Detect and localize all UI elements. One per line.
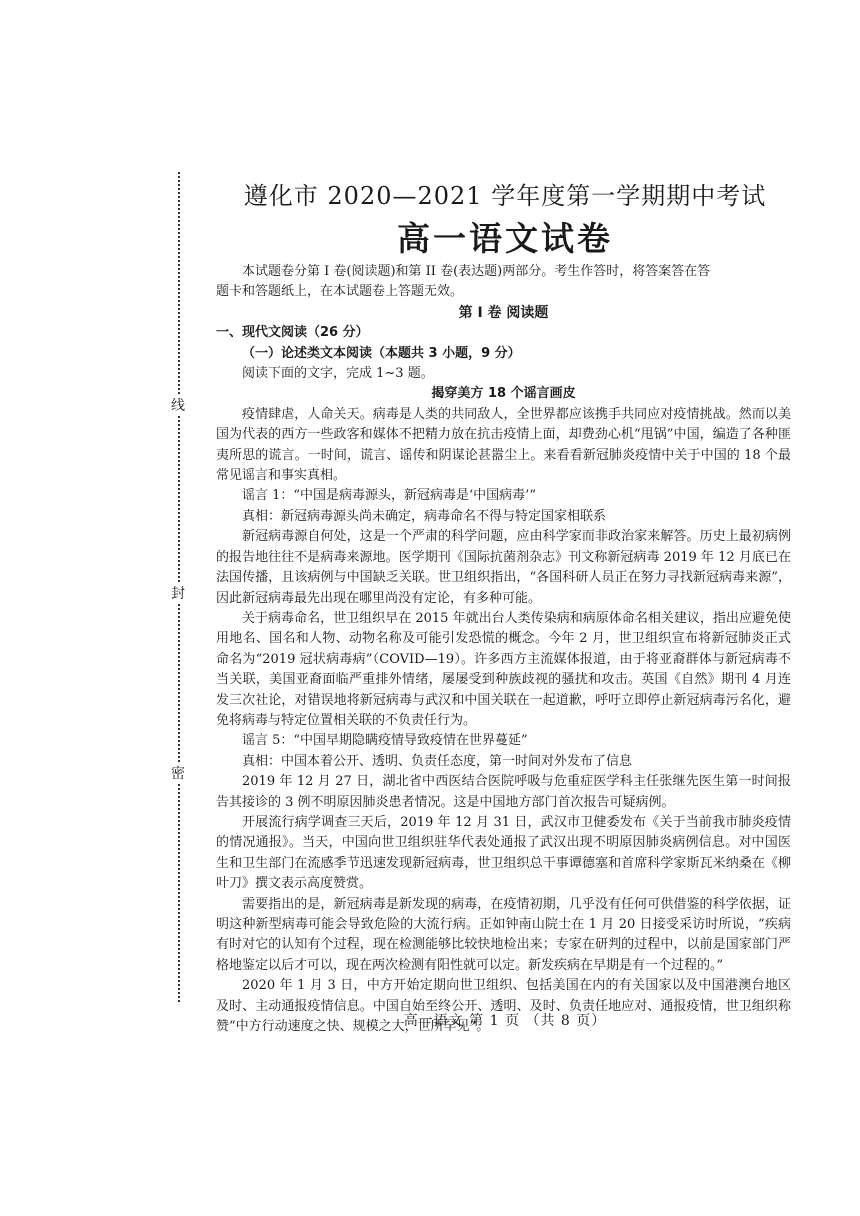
article-paragraph: 2020 年 1 月 3 日，中方开始定期向世卫组织、包括美国在内的有关国家以及中国港澳台地区及时、主动通报疫情信息。中国自始至终公开、透明、及时、负责任地应对、通报疫情，世卫组织称赞“中方行动速度之快、规模之大，世所罕见”。 <box>216 978 791 1035</box>
binding-char-xian: 线 <box>168 396 188 416</box>
instructions-line-1: 本试题卷分第 I 卷(阅读题)和第 II 卷(表达题)两部分。考生作答时，将答案答在答 <box>242 264 711 279</box>
subsection-title: （一）论述类文本阅读（本题共 3 小题，9 分） <box>242 345 521 361</box>
article-paragraph: 开展流行病学调查三天后，2019 年 12 月 31 日，武汉市卫健委发布《关于当前我市肺炎疫情的情况通报》。当天，中国向世卫组织驻华代表处通报了武汉出现不明原因肺炎病例信息。对中国医生和卫生部门在流感季节迅速发现新冠病毒，世卫组织总干事谭德塞和首席科学家斯瓦米纳桑在《柳叶刀》撰文表示高度赞赏。 <box>216 814 791 892</box>
page-footer: 高一语文 第 1 页 （共 8 页） <box>403 1013 607 1029</box>
rumor-heading: 谣言 1：“中国是病毒源头，新冠病毒是‘中国病毒’” <box>242 488 536 504</box>
truth-heading: 真相：中国本着公开、透明、负责任态度，第一时间对外发布了信息 <box>242 753 633 769</box>
binding-char-mi: 密 <box>168 764 188 784</box>
article-paragraph: 需要指出的是，新冠病毒是新发现的病毒，在疫情初期，几乎没有任何可供借鉴的科学依据，证明这种新型病毒可能会导致危险的大流行病。正如钟南山院士在 1 月 20 日接受采访时所说，“疾病有时对它的认知有个过程，现在检测能够比较快地检出来；专家在研判的过程中，以前是国家部门严格地鉴定以后才可以，现在两次检测有阳性就可以定。新发疾病在早期是有一个过程的。” <box>216 896 791 973</box>
exam-title: 遵化市 2020—2021 学年度第一学期期中考试 <box>243 182 767 210</box>
binding-char-feng: 封 <box>168 584 188 604</box>
article-paragraph: 疫情肆虐，人命关天。病毒是人类的共同敌人，全世界都应该携手共同应对疫情挑战。然而以美国为代表的西方一些政客和媒体不把精力放在抗击疫情上面，却费劲心机“甩锅”中国，编造了各种匪夷所思的谎言。一时间，谎言、谣传和阴谋论甚嚣尘上。来看看新冠肺炎疫情中关于中国的 18 个最常见谣言和事实真相。 <box>216 406 791 484</box>
rumor-heading: 谣言 5：“中国早期隐瞒疫情导致疫情在世界蔓延” <box>242 733 528 749</box>
article-paragraph: 新冠病毒源自何处，这是一个严肃的科学问题，应由科学家而非政治家来解答。历史上最初病例的报告地往往不是病毒来源地。医学期刊《国际抗菌剂杂志》刊文称新冠病毒 2019 年 12 月底已在法国传播，且该病例与中国缺乏关联。世卫组织指出，“各国科研人员正在努力寻找新冠病毒来源”，因此新冠病毒最先出现在哪里尚没有定论，有多种可能。 <box>216 529 791 606</box>
part-title: 第 I 卷 阅读题 <box>458 304 549 321</box>
article-paragraph: 2019 年 12 月 27 日，湖北省中西医结合医院呼吸与危重症医学科主任张继先医生第一时间报告其接诊的 3 例不明原因肺炎患者情况。这是中国地方部门首次报告可疑病例。 <box>216 774 791 810</box>
reading-instruction: 阅读下面的文字，完成 1~3 题。 <box>242 366 434 382</box>
article-paragraph: 关于病毒命名，世卫组织早在 2015 年就出台人类传染病和病原体命名相关建议，指出应避免使用地名、国名和人物、动物名称及可能引发恐慌的概念。今年 2 月，世卫组织宣布将新冠肺炎正式命名为“2019 冠状病毒病”（COVID—19）。许多西方主流媒体报道，由于将亚裔群体与新冠病毒不当关联，美国亚裔面临严重排外情绪，屡屡受到种族歧视的骚扰和攻击。英国《自然》期刊 4 月连发三次社论，对错误地将新冠病毒与武汉和中国关联在一起道歉，呼吁立即停止新冠病毒污名化，避免将病毒与特定位置相关联的不负责任行为。 <box>216 610 791 728</box>
instructions-line-2: 题卡和答题纸上，在本试题卷上答题无效。 <box>216 284 464 300</box>
exam-content <box>216 262 791 1037</box>
truth-heading: 真相：新冠病毒源头尚未确定，病毒命名不得与特定国家相联系 <box>242 508 607 524</box>
subject-title: 高一语文试卷 <box>397 219 613 258</box>
article-title: 揭穿美方 18 个谣言画皮 <box>431 386 576 402</box>
section-title: 一、现代文阅读（26 分） <box>216 325 369 341</box>
